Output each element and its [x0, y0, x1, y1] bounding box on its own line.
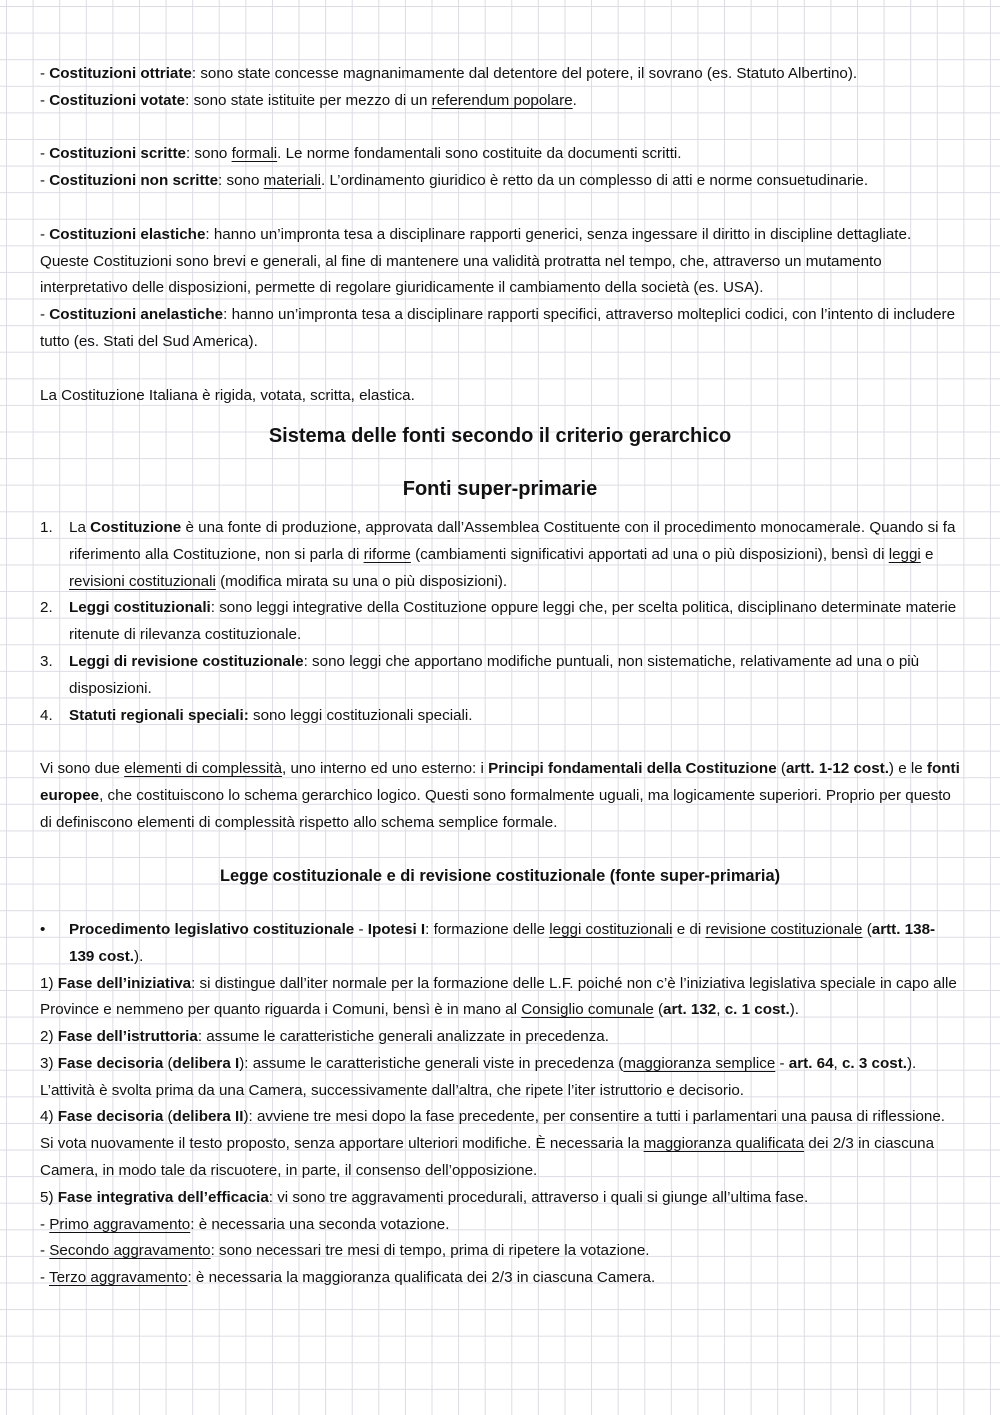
- text: : è necessaria una seconda votazione.: [190, 1215, 450, 1233]
- item-text: : sono leggi integrative della Costituzione oppure leggi che, per scelta politica, disciplinano determinate materie ritenute di rilevanza costituzionale.: [69, 599, 957, 644]
- dash: -: [40, 225, 50, 243]
- spacer: [40, 115, 960, 142]
- paragraph-summary: La Costituzione Italiana è rigida, votata, scritta, elastica.: [40, 386, 415, 404]
- list-marker: 4.: [40, 706, 53, 724]
- paragraph-costituzioni-non-scritte: [40, 168, 960, 195]
- aggravamento-terzo: [40, 1265, 960, 1292]
- text: : si distingue dall’iter normale per la formazione delle L.F. poiché non c’è l’iniziativa legislativa speciale in capo alle Province e nemmeno per quanto riguarda i Comuni, bensì è in mano al: [40, 974, 957, 1019]
- definition-text: : sono state istituite per mezzo di un: [185, 91, 432, 109]
- procedimento-bullet: [40, 917, 960, 971]
- spacer: [40, 195, 960, 222]
- text: : sono necessari tre mesi di tempo, prima di ripetere la votazione.: [210, 1242, 650, 1260]
- item-term-bold: Statuti regionali speciali:: [69, 706, 249, 724]
- underlined-term: Terzo aggravamento: [49, 1269, 188, 1287]
- dash: -: [40, 1215, 50, 1233]
- bold-term: delibera I: [172, 1054, 240, 1072]
- fase-integrativa: [40, 1185, 960, 1212]
- list-marker: 3.: [40, 652, 53, 670]
- text: : formazione delle: [425, 920, 550, 938]
- bold-term: Procedimento legislativo costituzionale: [69, 920, 355, 938]
- term-bold: Costituzioni votate: [49, 91, 186, 109]
- definition-text: . Le norme fondamentali sono costituite da documenti scritti.: [277, 145, 682, 163]
- text: ): assume le caratteristiche generali viste in precedenza (: [239, 1054, 624, 1072]
- paragraph-costituzioni-anelastiche: [40, 302, 960, 356]
- underlined-term: maggioranza semplice: [623, 1054, 776, 1072]
- fonti-list: [40, 515, 960, 729]
- fase-decisoria-2: [40, 1104, 960, 1184]
- item-text: è una fonte di produzione, approvata dall’Assemblea Costituente con il procedimento monocamerale. Quando si fa riferimento alla Costituzione, non si parla di: [69, 518, 956, 563]
- definition-text: . L’ordinamento giuridico è retto da un complesso di atti e norme consuetudinarie.: [321, 172, 869, 190]
- fase-iniziativa: [40, 971, 960, 1025]
- bold-term: art. 64: [788, 1054, 834, 1072]
- definition-text: : sono state concesse magnanimamente dal detentore del potere, il sovrano (es. Statuto Albertino).: [191, 65, 858, 82]
- text: (: [163, 1054, 173, 1072]
- text: : vi sono tre aggravamenti procedurali, attraverso i quali si giunge all’ultima fase.: [268, 1188, 809, 1206]
- underlined-term: Secondo aggravamento: [49, 1242, 211, 1260]
- dash: -: [40, 172, 50, 190]
- heading-legge-costituzionale: Legge costituzionale e di revisione costituzionale (fonte super-primaria): [219, 867, 781, 886]
- dash: -: [40, 306, 50, 324]
- heading-fonti-super-primarie: Fonti super-primarie: [402, 478, 598, 501]
- spacer: [40, 729, 960, 756]
- fase-istruttoria: [40, 1024, 960, 1051]
- text: , che costituiscono lo schema gerarchico logico. Questi sono formalmente uguali, ma logicamente superiori. Proprio per questo di definiscono elementi di complessità rispetto allo schema semplice formale.: [40, 786, 951, 831]
- list-item: [40, 515, 960, 595]
- text: (: [862, 920, 872, 938]
- underlined-term: leggi costituzionali: [549, 920, 673, 938]
- item-text: e: [920, 545, 934, 563]
- item-term-bold: Costituzione: [90, 518, 182, 536]
- bold-term: Fase integrativa dell’efficacia: [57, 1188, 269, 1206]
- underlined-term: referendum popolare: [431, 91, 573, 109]
- bold-term: Fase dell’iniziativa: [57, 974, 192, 992]
- definition-text: : hanno un’impronta tesa a disciplinare rapporti generici, senza ingessare il diritto in discipline dettagliate. Queste Costituzioni sono brevi e generali, al fine di mantenere una validità protratta nel tempo, che, attraverso un mutamento interpretativo delle disposizioni, permette di regolare giuridicamente il cambiamento della società (es. USA).: [40, 225, 912, 297]
- bold-term: Fase dell’istruttoria: [57, 1028, 198, 1046]
- text: ).: [789, 1001, 799, 1019]
- text: 4): [40, 1108, 58, 1126]
- text: ,: [716, 1001, 725, 1019]
- bold-term: c. 1 cost.: [724, 1001, 790, 1019]
- text: dei 2/3 in ciascuna Camera, in modo tale da riscuotere, in parte, il consenso dell’opposizione.: [40, 1135, 935, 1180]
- dash: -: [40, 145, 50, 163]
- bold-term: c. 3 cost.: [841, 1054, 907, 1072]
- list-item: [40, 703, 960, 730]
- term-bold: Costituzioni anelastiche: [49, 306, 224, 324]
- list-item: [40, 595, 960, 649]
- definition-text: : sono: [218, 172, 264, 190]
- term-bold: Costituzioni non scritte: [49, 172, 219, 190]
- bold-term: Principi fondamentali della Costituzione: [488, 760, 777, 778]
- text: ).: [134, 947, 144, 965]
- text: 2): [40, 1028, 58, 1046]
- bold-term: art. 132: [663, 1001, 717, 1019]
- bold-term: artt. 1-12 cost.: [785, 760, 889, 778]
- term-bold: Costituzioni scritte: [49, 145, 186, 163]
- underlined-term: revisione costituzionale: [705, 920, 863, 938]
- underlined-term: Primo aggravamento: [49, 1215, 191, 1233]
- text: , uno interno ed uno esterno: i: [282, 760, 489, 778]
- paragraph-costituzioni-scritte: [40, 141, 960, 168]
- underlined-term: Consiglio comunale: [521, 1001, 654, 1019]
- bold-term: Fase decisoria: [57, 1054, 164, 1072]
- text: 1): [40, 974, 58, 992]
- text: : è necessaria la maggioranza qualificata dei 2/3 in ciascuna Camera.: [187, 1269, 656, 1287]
- term-bold: Costituzioni ottriate: [49, 65, 192, 82]
- list-item: [40, 649, 960, 703]
- dash: -: [40, 1242, 50, 1260]
- definition-text: : hanno un’impronta tesa a disciplinare rapporti specifici, attraverso molteplici codici, con l’intento di includere tutto (es. Stati del Sud America).: [40, 306, 956, 350]
- heading-sistema-fonti: Sistema delle fonti secondo il criterio gerarchico: [268, 425, 732, 448]
- text: (: [163, 1108, 173, 1126]
- text: ). L’attività è svolta prima da una Camera, successivamente dall’altra, che ripete l’iter istruttorio e decisorio.: [40, 1054, 917, 1099]
- paragraph-costituzioni-ottriate: [40, 61, 960, 88]
- item-text: (modifica mirata su una o più disposizioni).: [215, 572, 508, 590]
- text: e di: [672, 920, 706, 938]
- underlined-term: riforme: [363, 545, 411, 563]
- spacer: [40, 890, 960, 917]
- document-page: [40, 61, 960, 1292]
- list-marker: 2.: [40, 599, 53, 617]
- spacer: [40, 837, 960, 864]
- underlined-term: elementi di complessità: [124, 760, 283, 778]
- text: ) e le: [888, 760, 927, 778]
- fase-decisoria-1: [40, 1051, 960, 1105]
- definition-text: .: [572, 91, 577, 109]
- item-text: (cambiamenti significativi apportati ad una o più disposizioni), bensì di: [410, 545, 889, 563]
- item-term-bold: Leggi di revisione costituzionale: [69, 652, 304, 670]
- paragraph-elementi-complessita: [40, 756, 960, 836]
- text: -: [354, 920, 368, 938]
- underlined-term: maggioranza qualificata: [643, 1135, 805, 1153]
- bold-term: delibera II: [172, 1108, 244, 1126]
- text: ,: [833, 1054, 842, 1072]
- item-term-bold: Leggi costituzionali: [69, 599, 211, 617]
- underlined-term: revisioni costituzionali: [69, 572, 216, 590]
- text: : assume le caratteristiche generali analizzate in precedenza.: [197, 1028, 609, 1046]
- paragraph-costituzioni-votate: [40, 88, 960, 115]
- underlined-term: formali: [231, 145, 278, 163]
- aggravamento-secondo: [40, 1238, 960, 1265]
- bold-term: fonti europee: [40, 760, 960, 804]
- bold-term: Ipotesi I: [367, 920, 426, 938]
- definition-text: : sono: [185, 145, 232, 163]
- text: -: [775, 1054, 789, 1072]
- spacer: [40, 356, 960, 383]
- dash: -: [40, 91, 50, 109]
- aggravamento-primo: [40, 1212, 960, 1239]
- underlined-term: leggi: [888, 545, 921, 563]
- list-marker: 1.: [40, 518, 53, 536]
- term-bold: Costituzioni elastiche: [49, 225, 206, 243]
- bullet-marker: •: [40, 920, 46, 938]
- text: ): avviene tre mesi dopo la fase precedente, per consentire a tutti i parlamentari una pausa di riflessione. Si vota nuovamente il testo proposto, senza apportare ulteriori modifiche. È necessaria la: [40, 1108, 945, 1153]
- underlined-term: materiali: [263, 172, 322, 190]
- text: 3): [40, 1054, 58, 1072]
- text: Vi sono due: [40, 760, 125, 778]
- text: (: [653, 1001, 664, 1019]
- text: 5): [40, 1188, 58, 1206]
- paragraph-costituzioni-elastiche: [40, 222, 960, 302]
- item-text: sono leggi costituzionali speciali.: [248, 706, 473, 724]
- bold-term: Fase decisoria: [57, 1108, 164, 1126]
- item-text: La: [69, 518, 91, 536]
- bold-term: artt. 138-139 cost.: [69, 920, 936, 965]
- dash: -: [40, 65, 50, 82]
- text: (: [776, 760, 786, 778]
- dash: -: [40, 1269, 50, 1287]
- item-text: : sono leggi che apportano modifiche puntuali, non sistematiche, relativamente ad una o più disposizioni.: [69, 652, 920, 697]
